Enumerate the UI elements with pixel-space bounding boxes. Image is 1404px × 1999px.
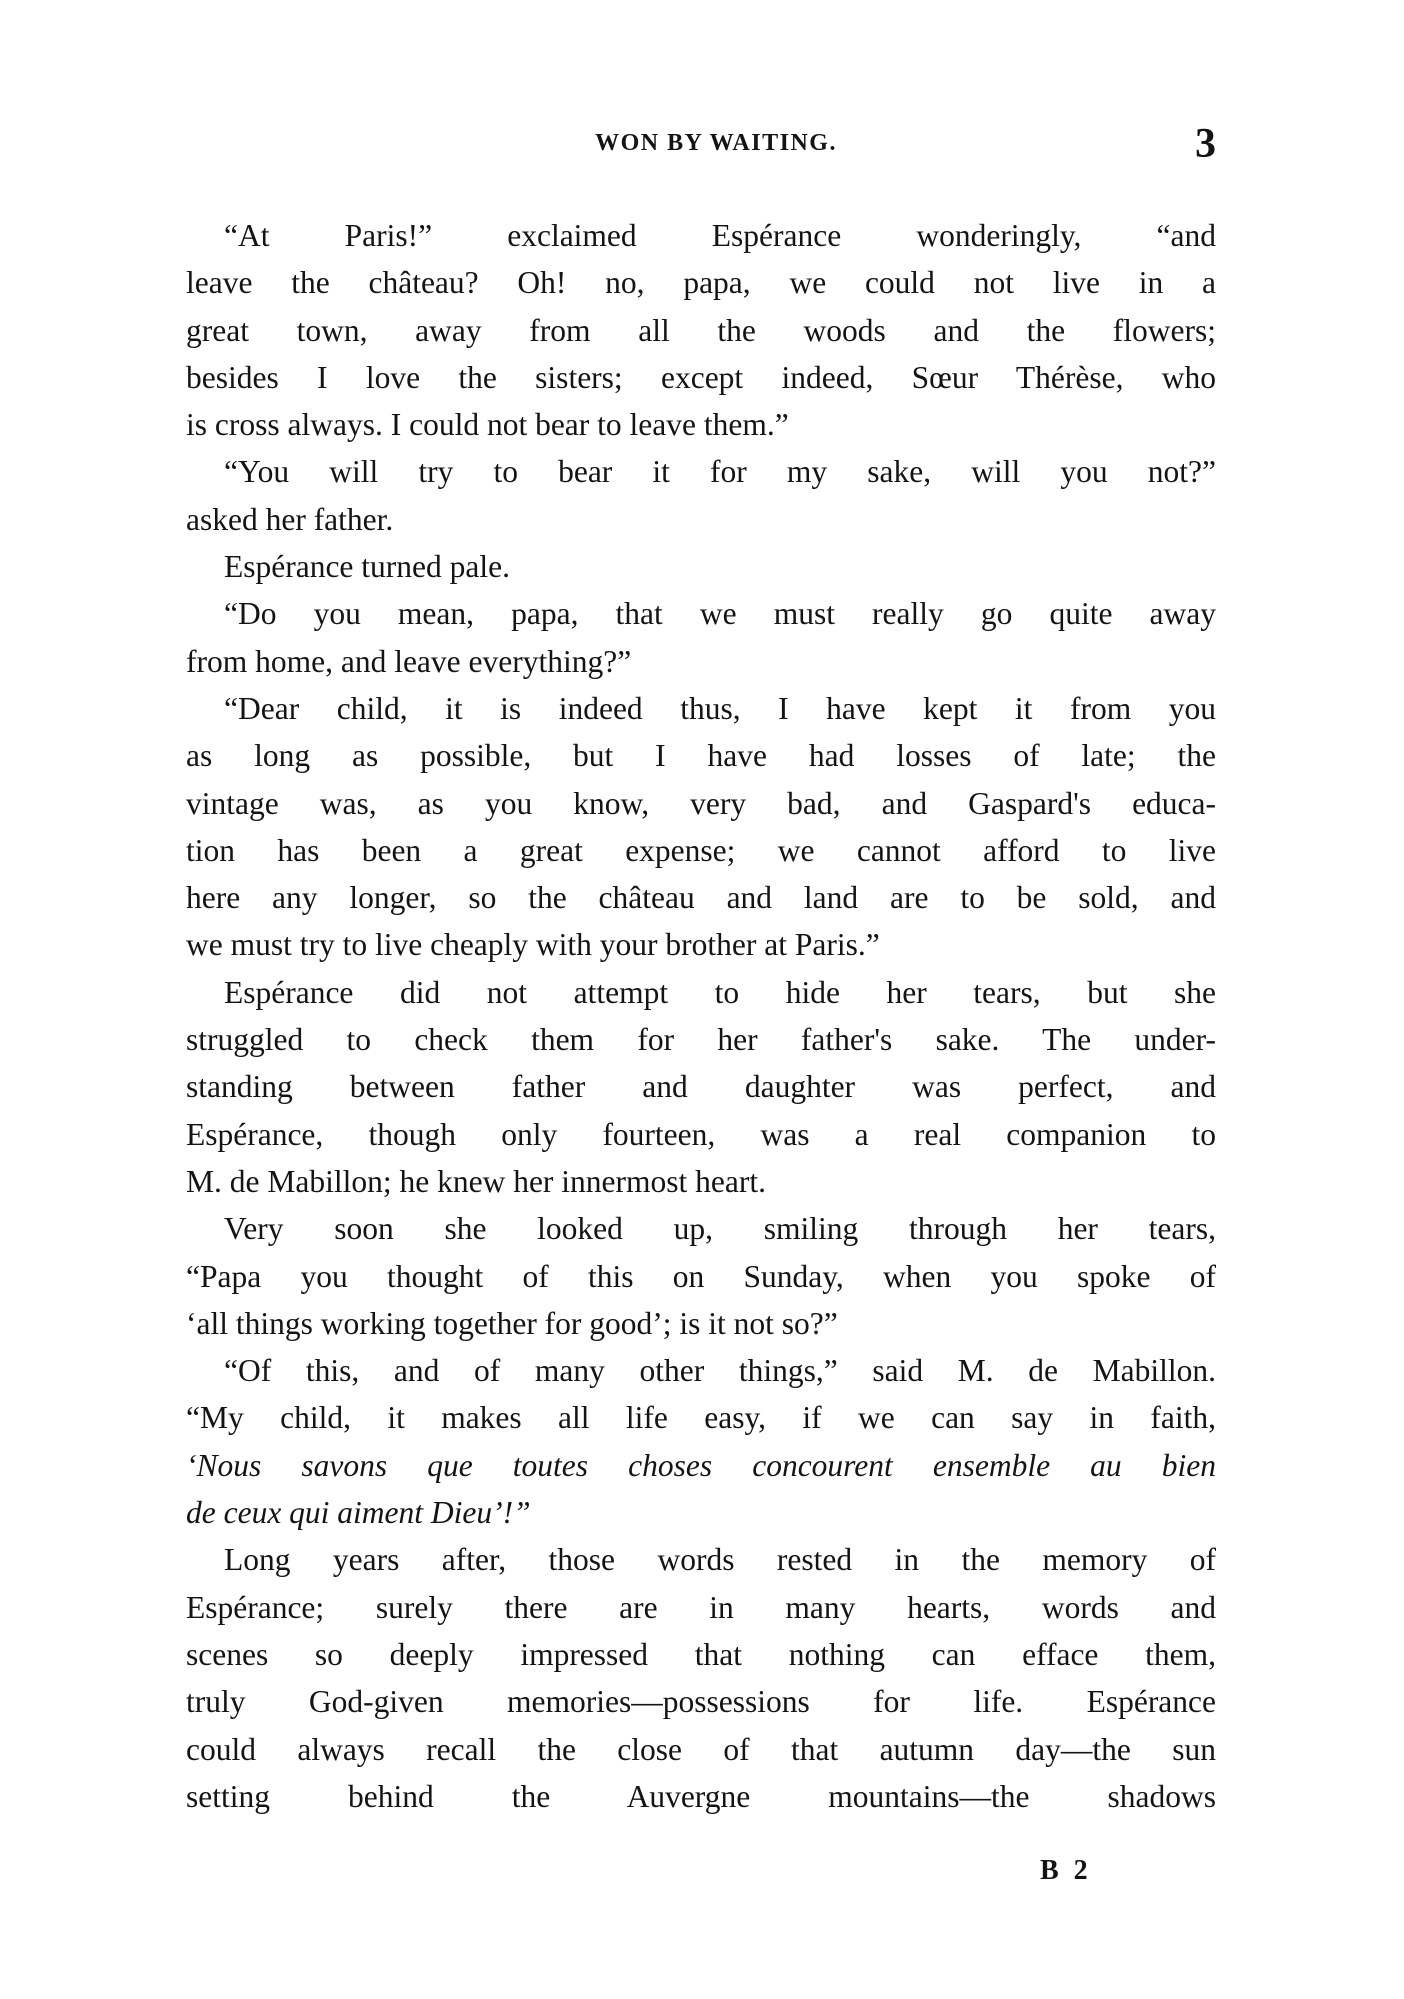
text-line: “At Paris!” exclaimed Espérance wonderingly, “and <box>224 218 1216 253</box>
text-line: here any longer, so the château and land are to be sold, and <box>186 880 1216 916</box>
text-line: as long as possible, but I have had losses of late; the <box>186 738 1216 774</box>
text-line: Espérance turned pale. <box>224 549 510 585</box>
text-line: from home, and leave everything?” <box>186 643 632 679</box>
body-text <box>186 212 1216 1820</box>
text-line: Very soon she looked up, smiling through her tears, <box>224 1211 1216 1247</box>
text-line: leave the château? Oh! no, papa, we could not live in a <box>186 265 1216 301</box>
text-line: M. de Mabillon; he knew her innermost heart. <box>186 1163 766 1199</box>
text-line: de ceux qui aiment Dieu’!” <box>186 1495 531 1531</box>
text-line: “Of this, and of many other things,” said M. de Mabillon. <box>224 1353 1216 1389</box>
page-header <box>186 121 1216 168</box>
text-line: setting behind the Auvergne mountains—the shadows <box>186 1778 1216 1814</box>
text-line: could always recall the close of that autumn day—the sun <box>186 1731 1216 1767</box>
running-title: WON BY WAITING. <box>595 130 837 156</box>
text-line: “Dear child, it is indeed thus, I have kept it from you <box>224 690 1216 726</box>
text-line: “Do you mean, papa, that we must really go quite away <box>224 596 1216 632</box>
text-line: Long years after, those words rested in the memory of <box>224 1542 1216 1578</box>
text-line: is cross always. I could not bear to leave them.” <box>186 407 789 443</box>
text-line: struggled to check them for her father's sake. The under- <box>186 1022 1216 1058</box>
text-line: great town, away from all the woods and the flowers; <box>186 312 1216 348</box>
text-line: “My child, it makes all life easy, if we can say in faith, <box>186 1400 1216 1436</box>
text-line: tion has been a great expense; we cannot afford to live <box>186 832 1216 868</box>
text-line: vintage was, as you know, very bad, and Gaspard's educa- <box>186 785 1216 821</box>
text-line: Espérance; surely there are in many hearts, words and <box>186 1589 1216 1625</box>
text-line: standing between father and daughter was perfect, and <box>186 1069 1216 1105</box>
text-line: Espérance, though only fourteen, was a real companion to <box>186 1116 1216 1152</box>
text-line: truly God-given memories—possessions for life. Espérance <box>186 1684 1216 1720</box>
text-line: Espérance did not attempt to hide her tears, but she <box>224 974 1216 1010</box>
page-number: 3 <box>1195 121 1216 167</box>
signature-mark: B 2 <box>1040 1855 1092 1886</box>
text-line: asked her father. <box>186 501 394 537</box>
text-line: “Papa you thought of this on Sunday, when you spoke of <box>186 1258 1216 1294</box>
text-line: we must try to live cheaply with your brother at Paris.” <box>186 927 880 963</box>
text-line: ‘all things working together for good’; is it not so?” <box>186 1305 838 1341</box>
text-line: “You will try to bear it for my sake, will you not?” <box>224 454 1216 490</box>
text-line: scenes so deeply impressed that nothing can efface them, <box>186 1636 1216 1672</box>
text-line: besides I love the sisters; except indeed, Sœur Thérèse, who <box>186 359 1216 395</box>
text-line: ‘Nous savons que toutes choses concourent ensemble au bien <box>186 1447 1216 1483</box>
